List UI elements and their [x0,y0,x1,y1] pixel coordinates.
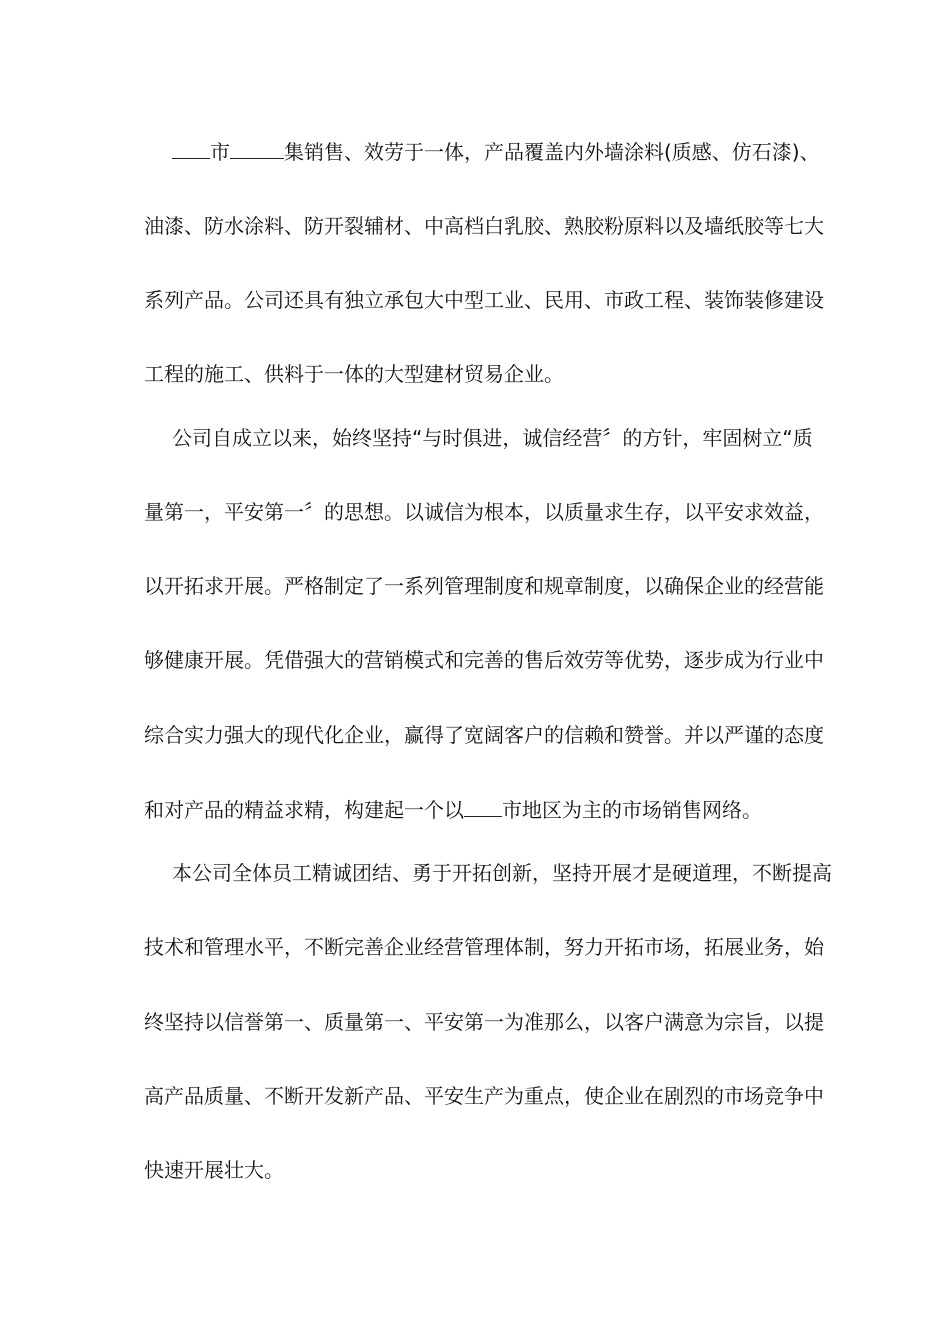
paragraph-2-line-1: 公司自成立以来，始终坚持“与时俱进，诚信经营〞的方针，牢固树立“质 [172,426,813,450]
blank-underline [172,138,210,159]
paragraph-3-line-2: 技术和管理水平，不断完善企业经营管理体制，努力开拓市场，拓展业务，始 [144,935,824,959]
line-text: 市 [210,140,230,164]
paragraph-3-line-5: 快速开展壮大。 [144,1158,284,1182]
blank-underline [464,796,502,817]
paragraph-2-line-6 [144,796,804,824]
paragraph-2-line-3: 以开拓求开展。严格制定了一系列管理制度和规章制度，以确保企业的经营能 [144,574,824,598]
paragraph-3-line-4: 高产品质量、不断开发新产品、平安生产为重点，使企业在剧烈的市场竞争中 [144,1084,824,1108]
paragraph-1-line-1 [172,138,832,166]
paragraph-3-line-3: 终坚持以信誉第一、质量第一、平安第一为准那么，以客户满意为宗旨，以提 [144,1010,824,1034]
line-text: 市地区为主的市场销售网络。 [502,798,762,822]
paragraph-1-line-2: 油漆、防水涂料、防开裂辅材、中高档白乳胶、熟胶粉原料以及墙纸胶等七大 [144,214,824,238]
paragraph-1-line-3: 系列产品。公司还具有独立承包大中型工业、民用、市政工程、装饰装修建设 [144,288,824,312]
paragraph-1-line-4: 工程的施工、供料于一体的大型建材贸易企业。 [144,362,564,386]
line-text: 集销售、效劳于一体，产品覆盖内外墙涂料(质感、仿石漆)、 [284,140,820,164]
blank-underline [230,138,284,159]
paragraph-2-line-5: 综合实力强大的现代化企业，赢得了宽阔客户的信赖和赞誉。并以严谨的态度 [144,723,824,747]
paragraph-3-line-1: 本公司全体员工精诚团结、勇于开拓创新，坚持开展才是硬道理，不断提高 [172,861,832,885]
line-text: 和对产品的精益求精，构建起一个以 [144,798,464,822]
paragraph-2-line-2: 量第一，平安第一〞的思想。以诚信为根本，以质量求生存，以平安求效益， [144,500,824,524]
paragraph-2-line-4: 够健康开展。凭借强大的营销模式和完善的售后效劳等优势，逐步成为行业中 [144,648,824,672]
